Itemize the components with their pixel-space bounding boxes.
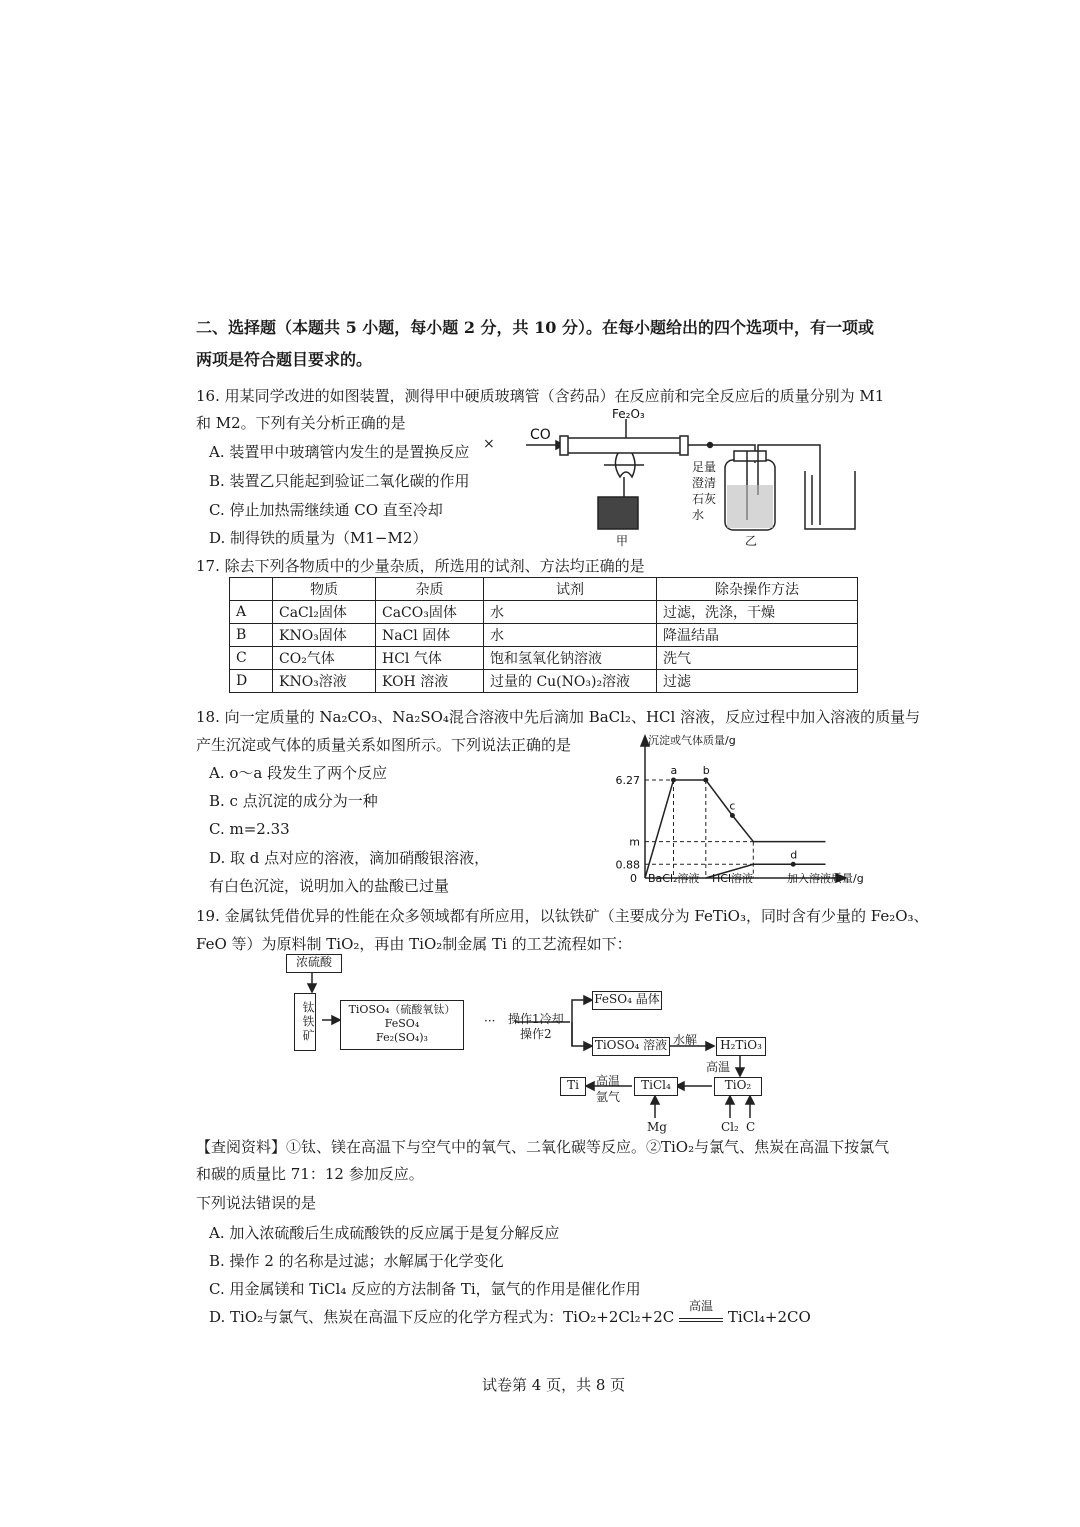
table-cell: KNO₃固体 bbox=[273, 624, 376, 647]
q19-option-b: B. 操作 2 的名称是过滤；水解属于化学变化 bbox=[209, 1252, 504, 1270]
table-row bbox=[230, 601, 858, 624]
point-c bbox=[730, 813, 735, 818]
q19-stem-line2: FeO 等）为原料制 TiO₂，再由 TiO₂制金属 Ti 的工艺流程如下： bbox=[196, 935, 632, 953]
section-title-line1: 二、选择题（本题共 5 小题，每小题 2 分，共 10 分）。在每小题给出的四个选项中，有一项或 bbox=[196, 318, 874, 337]
glass-tube bbox=[564, 438, 684, 453]
x-segment-label-hcl: HCl溶液 bbox=[712, 872, 754, 885]
table-header: 物质 bbox=[273, 578, 376, 601]
table-cell: C bbox=[230, 647, 273, 670]
table-cell: A bbox=[230, 601, 273, 624]
y-tick-label: 0.88 bbox=[615, 858, 640, 872]
flow-box-crystal: FeSO₄ 晶体 bbox=[592, 991, 662, 1010]
chart-ylabel: 沉淀或气体质量/g bbox=[648, 734, 736, 747]
q19-info-line2: 和碳的质量比 71：12 参加反应。 bbox=[196, 1165, 424, 1183]
q18-stem-line1: 18. 向一定质量的 Na₂CO₃、Na₂SO₄混合溶液中先后滴加 BaCl₂、HCl 溶液，反应过程中加入溶液的质量与 bbox=[196, 708, 921, 726]
series-line-precipitate bbox=[645, 780, 826, 878]
limewater-label-3: 石灰 bbox=[692, 492, 717, 506]
mixture-line3: Fe₂(SO₄)₃ bbox=[376, 1031, 428, 1044]
q18-option-a: A. o～a 段发生了两个反应 bbox=[209, 764, 388, 782]
chart-xlabel: 加入溶液质量/g bbox=[787, 872, 864, 885]
reaction-condition: 高温 bbox=[689, 1299, 714, 1313]
table-cell: 水 bbox=[484, 601, 657, 624]
flow-box-mixture bbox=[340, 1000, 464, 1050]
table-cell: CaCO₃固体 bbox=[376, 601, 484, 624]
q19-option-d-right: TiCl₄+2CO bbox=[727, 1308, 811, 1326]
mixture-line2: FeSO₄ bbox=[384, 1017, 420, 1030]
point-label-c: c bbox=[729, 799, 736, 813]
flow-box-solution: TiOSO₄ 溶液 bbox=[592, 1037, 670, 1056]
q19-ask: 下列说法错误的是 bbox=[196, 1194, 317, 1212]
table-cell: CO₂气体 bbox=[273, 647, 376, 670]
point-b bbox=[703, 778, 708, 783]
q16-apparatus-figure bbox=[520, 405, 865, 550]
point-label-d: d bbox=[790, 848, 798, 862]
q19-option-d bbox=[209, 1299, 811, 1328]
flow-box-tio2: TiO₂ bbox=[714, 1077, 762, 1096]
table-cell: 过量的 Cu(NO₃)₂溶液 bbox=[484, 670, 657, 693]
q18-chart bbox=[600, 728, 864, 908]
table-cell: 过滤，洗涤，干燥 bbox=[657, 601, 858, 624]
q18-option-c: C. m=2.33 bbox=[209, 820, 290, 838]
flow-box-ti: Ti bbox=[560, 1077, 586, 1096]
table-cell: 过滤 bbox=[657, 670, 858, 693]
table-cell: CaCl₂固体 bbox=[273, 601, 376, 624]
table-header bbox=[230, 578, 273, 601]
reaction-arrow bbox=[679, 1299, 723, 1322]
y-tick-label: m bbox=[629, 835, 640, 849]
table-cell: HCl 气体 bbox=[376, 647, 484, 670]
flow-high-temp-2: 高温 bbox=[596, 1074, 621, 1088]
q16-stem-line1: 16. 用某同学改进的如图装置，测得甲中硬质玻璃管（含药品）在反应前和完全反应后的质量分别为 M1 bbox=[196, 387, 885, 405]
table-cell: 饱和氢氧化钠溶液 bbox=[484, 647, 657, 670]
q17-table bbox=[229, 577, 858, 693]
point-label-b: b bbox=[702, 764, 710, 778]
flow-box-ticl4: TiCl₄ bbox=[634, 1077, 678, 1096]
q16-option-d: D. 制得铁的质量为（M1−M2） bbox=[209, 529, 428, 547]
limewater-label-1: 足量 bbox=[692, 460, 717, 474]
point-label-a: a bbox=[670, 764, 678, 778]
q16-option-c: C. 停止加热需继续通 CO 直至冷却 bbox=[209, 501, 443, 519]
flow-hydrolysis: 水解 bbox=[673, 1033, 698, 1047]
q19-option-c: C. 用金属镁和 TiCl₄ 反应的方法制备 Ti，氩气的作用是催化作用 bbox=[209, 1280, 641, 1298]
table-header: 除杂操作方法 bbox=[657, 578, 858, 601]
limewater-label-2: 澄清 bbox=[692, 476, 717, 490]
table-row bbox=[230, 647, 858, 670]
table-cell: KOH 溶液 bbox=[376, 670, 484, 693]
flow-c: C bbox=[746, 1120, 756, 1134]
q19-stem-line1: 19. 金属钛凭借优异的性能在众多领域都有所应用，以钛铁矿（主要成分为 FeTiO₃，同时含有少量的 Fe₂O₃、 bbox=[196, 907, 929, 925]
q19-info-line1: 【查阅资料】①钛、镁在高温下与空气中的氧气、二氧化碳等反应。②TiO₂与氯气、焦炭在高温下按氯气 bbox=[196, 1138, 890, 1156]
flow-mg: Mg bbox=[647, 1120, 667, 1134]
flow-op1: 操作1冷却 bbox=[508, 1012, 564, 1026]
q18-option-d: D. 取 d 点对应的溶液，滴加硝酸银溶液， bbox=[209, 849, 490, 867]
table-cell: 降温结晶 bbox=[657, 624, 858, 647]
flow-box-ore: 钛铁矿 bbox=[294, 993, 316, 1051]
table-row bbox=[230, 670, 858, 693]
q18-stem-line2: 产生沉淀或气体的质量关系如图所示。下列说法正确的是 bbox=[196, 736, 572, 754]
table-cell: 水 bbox=[484, 624, 657, 647]
flow-high-temp-1: 高温 bbox=[706, 1060, 731, 1074]
point-d bbox=[791, 862, 796, 867]
table-cell: D bbox=[230, 670, 273, 693]
burner bbox=[598, 497, 638, 529]
q19-option-a: A. 加入浓硫酸后生成硫酸铁的反应属于是复分解反应 bbox=[209, 1224, 560, 1242]
table-row bbox=[230, 624, 858, 647]
origin-label: 0 bbox=[630, 872, 637, 885]
table-cell: B bbox=[230, 624, 273, 647]
x-segment-label-bacl2: BaCl₂溶液 bbox=[648, 872, 700, 885]
mixture-line1: TiOSO₄（硫酸氧钛） bbox=[348, 1003, 456, 1016]
section-title-line2: 两项是符合题目要求的。 bbox=[196, 350, 373, 369]
q19-option-d-left: D. TiO₂与氯气、焦炭在高温下反应的化学方程式为：TiO₂+2Cl₂+2C bbox=[209, 1308, 675, 1326]
point-a bbox=[671, 778, 676, 783]
q16-option-b: B. 装置乙只能起到验证二氧化碳的作用 bbox=[209, 472, 470, 490]
yi-label: 乙 bbox=[745, 534, 758, 548]
fe2o3-label: Fe₂O₃ bbox=[612, 407, 645, 421]
flow-box-h2tio3: H₂TiO₃ bbox=[716, 1037, 766, 1056]
table-cell: KNO₃溶液 bbox=[273, 670, 376, 693]
q16-option-a: A. 装置甲中玻璃管内发生的是置换反应 bbox=[209, 443, 470, 461]
q17-stem: 17. 除去下列各物质中的少量杂质，所选用的试剂、方法均正确的是 bbox=[196, 557, 645, 575]
flow-cl2: Cl₂ bbox=[721, 1120, 739, 1134]
page-footer: 试卷第 4 页，共 8 页 bbox=[482, 1376, 626, 1394]
q16-stem-line2: 和 M2。下列有关分析正确的是 bbox=[196, 414, 406, 432]
limewater-label-4: 水 bbox=[692, 508, 705, 522]
table-header-row bbox=[230, 578, 858, 601]
q18-option-b: B. c 点沉淀的成分为一种 bbox=[209, 792, 378, 810]
table-cell: NaCl 固体 bbox=[376, 624, 484, 647]
q16-handwritten-mark: × bbox=[483, 436, 495, 452]
flow-dots: ··· bbox=[484, 1014, 496, 1028]
flow-op2: 操作2 bbox=[520, 1027, 552, 1041]
flow-argon: 氩气 bbox=[596, 1090, 621, 1104]
y-tick-label: 6.27 bbox=[615, 774, 640, 788]
table-header: 杂质 bbox=[376, 578, 484, 601]
table-cell: 洗气 bbox=[657, 647, 858, 670]
jia-label: 甲 bbox=[616, 534, 629, 548]
co-label: CO bbox=[530, 427, 551, 443]
table-header: 试剂 bbox=[484, 578, 657, 601]
q18-option-d-cont: 有白色沉淀，说明加入的盐酸已过量 bbox=[209, 877, 450, 895]
flow-box-acid: 浓硫酸 bbox=[286, 954, 342, 973]
